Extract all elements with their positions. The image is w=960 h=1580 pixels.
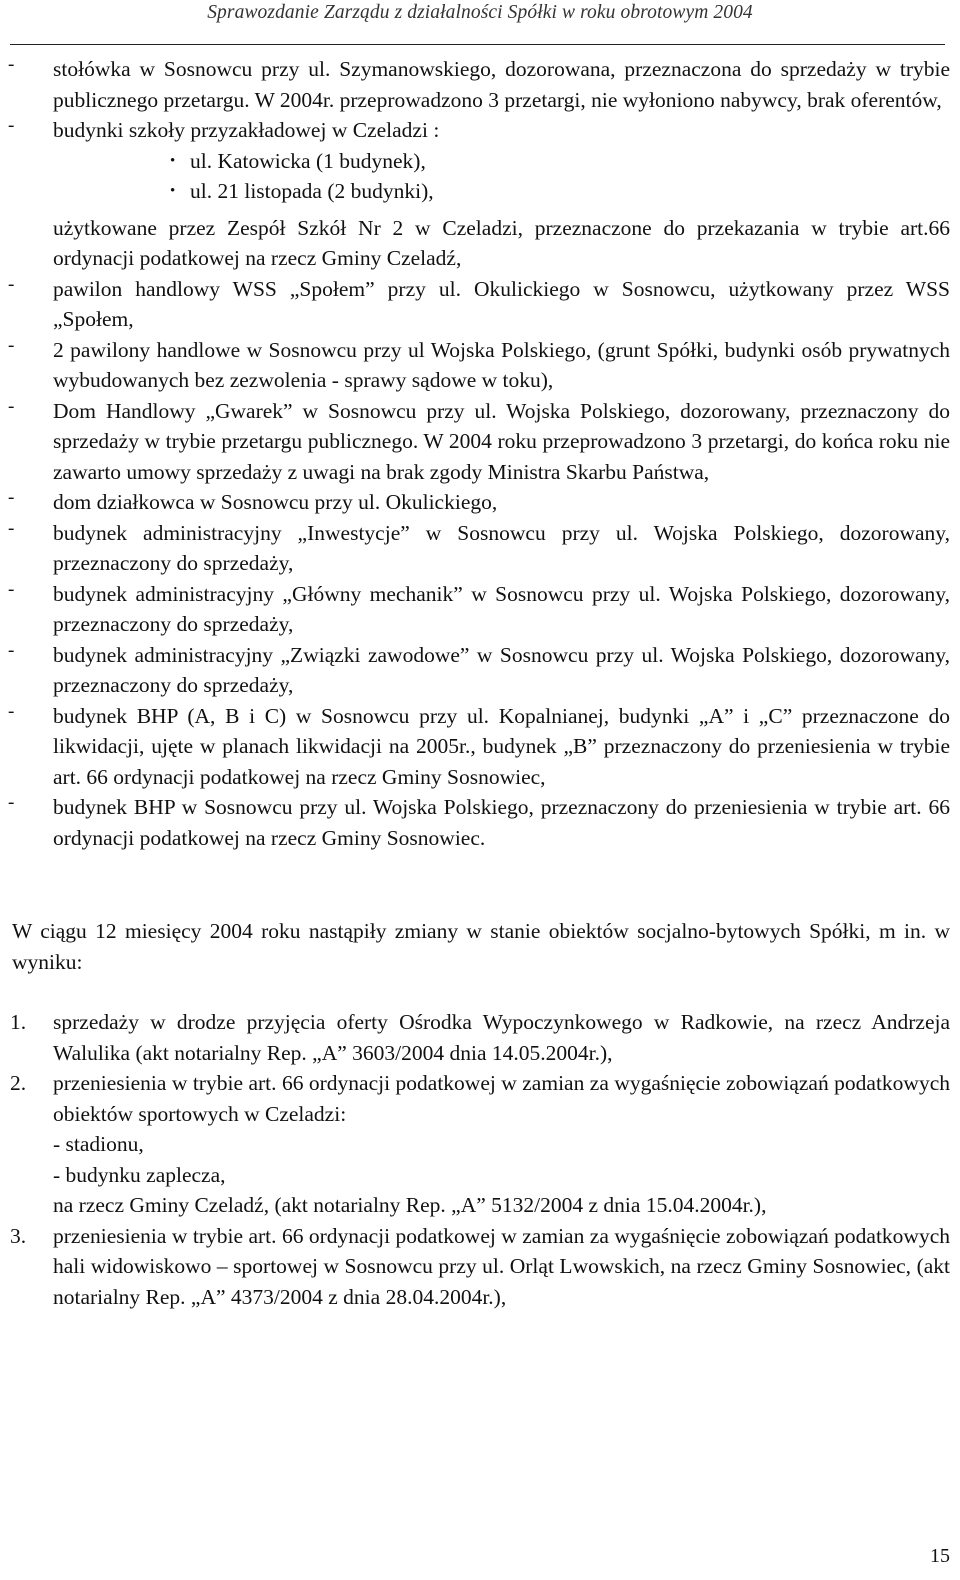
intro-paragraph: W ciągu 12 miesięcy 2004 roku nastąpiły zmiany w stanie obiektów socjalno-bytowych Spółki, m in. w wyniku: [12,919,950,974]
dash-marker: - [8,700,15,722]
dash-marker: - [8,54,15,75]
list-item-text: Dom Handlowy „Gwarek” w Sosnowcu przy ul. Wojska Polskiego, dozorowany, przeznaczony do sprzedaży w trybie przetargu publicznego. W 2004 roku przeprowadzono 3 przetargi, do końca roku nie zawarto umowy sprzedaży z uwagi na brak zgody Ministra Skarbu Państwa, [53,398,950,484]
list-item-text: dom działkowca w Sosnowcu przy ul. Okulickiego, [53,490,498,514]
dash-marker: - [8,334,15,356]
numbered-item-text: przeniesienia w trybie art. 66 ordynacji podatkowej w zamian za wygaśnięcie zobowiązań podatkowych hali widowiskowo – sportowej w Sosnowcu przy ul. Orląt Lwowskich, na rzecz Gminy Sosnowiec, (akt notarialny Rep. „A” 4373/2004 z dnia 28.04.2004r.), [53,1223,950,1309]
list-item [0,701,960,793]
numbered-item-text: sprzedaży w drodze przyjęcia oferty Ośrodka Wypoczynkowego w Radkowie, na rzecz Andrzeja Walulika (akt notarialny Rep. „A” 3603/2004 dnia 14.05.2004r.), [53,1010,950,1065]
document-body [0,54,960,1312]
list-item [0,792,960,853]
dash-marker: - [8,578,15,600]
list-item [0,115,960,146]
list-item-text: pawilon handlowy WSS „Społem” przy ul. Okulickiego w Sosnowcu, użytkowany przez WSS „Społem, [53,276,950,331]
dash-marker: - [8,273,15,295]
list-item [0,54,960,115]
list-item [0,487,960,518]
bullet-marker: • [170,183,176,199]
item-number: 2. [10,1071,27,1095]
numbered-item-after: na rzecz Gminy Czeladź, (akt notarialny Rep. „A” 5132/2004 z dnia 15.04.2004r.), [53,1193,767,1217]
bullet-text: ul. 21 listopada (2 budynki), [190,179,434,203]
list-item-text: 2 pawilony handlowe w Sosnowcu przy ul Wojska Polskiego, (grunt Spółki, budynki osób prywatnych wybudowanych bez zezwolenia - sprawy sądowe w toku), [53,337,950,392]
dash-marker: - [8,517,15,539]
list-item [0,335,960,396]
list-item-text: budynek administracyjny „Główny mechanik” w Sosnowcu przy ul. Wojska Polskiego, dozorowany, przeznaczony do sprzedaży, [53,581,950,636]
item-number: 1. [10,1010,27,1034]
page-number: 15 [930,1545,950,1567]
numbered-item [0,1007,960,1068]
list-item-text: budynek BHP (A, B i C) w Sosnowcu przy ul. Kopalnianej, budynki „A” i „C” przeznaczone do likwidacji, ujęte w planach likwidacji na 2005r., budynek „B” przeznaczony do przeniesienia w trybie art. 66 ordynacji podatkowej na rzecz Gminy Sosnowiec, [53,703,950,789]
numbered-item [0,1221,960,1313]
list-item [0,274,960,335]
dash-marker: - [8,487,15,508]
bullets-note: użytkowane przez Zespół Szkół Nr 2 w Czeladzi, przeznaczone do przekazania w trybie art.66 ordynacji podatkowej na rzecz Gminy Czeladź, [53,215,950,270]
header-rule [10,44,945,45]
list-item-text: budynki szkoły przyzakładowej w Czeladzi : [53,118,440,142]
list-item [0,579,960,640]
bullet-marker: • [170,152,176,169]
bullet-text: ul. Katowicka (1 budynek), [190,148,426,173]
sub-item: - stadionu, [53,1132,144,1156]
bullet-item [0,176,960,207]
list-item-text: stołówka w Sosnowcu przy ul. Szymanowskiego, dozorowana, przeznaczona do sprzedaży w trybie publicznego przetargu. W 2004r. przeprowadzono 3 przetargi, nie wyłoniono nabywcy, brak oferentów, [53,57,950,112]
dash-marker: - [8,639,15,661]
list-item [0,518,960,579]
numbered-item-text: przeniesienia w trybie art. 66 ordynacji podatkowej w zamian za wygaśnięcie zobowiązań podatkowych obiektów sportowych w Czeladzi: [53,1071,950,1126]
page-header: Sprawozdanie Zarządu z działalności Spółki w roku obrotowym 2004 [207,2,753,23]
list-item [0,640,960,701]
sub-item: - budynku zaplecza, [53,1162,226,1187]
numbered-item [0,1068,960,1221]
list-item [0,396,960,488]
list-item-text: budynek administracyjny „Inwestycje” w Sosnowcu przy ul. Wojska Polskiego, dozorowany, przeznaczony do sprzedaży, [53,520,950,575]
list-item-text: budynek BHP w Sosnowcu przy ul. Wojska Polskiego, przeznaczony do przeniesienia w trybie art. 66 ordynacji podatkowej na rzecz Gminy Sosnowiec. [53,795,950,850]
dash-marker: - [8,115,15,136]
item-number: 3. [10,1223,27,1248]
dash-marker: - [8,792,15,813]
bullet-item [0,146,960,177]
dash-marker: - [8,395,15,417]
list-item-text: budynek administracyjny „Związki zawodowe” w Sosnowcu przy ul. Wojska Polskiego, dozorowany, przeznaczony do sprzedaży, [53,642,950,697]
